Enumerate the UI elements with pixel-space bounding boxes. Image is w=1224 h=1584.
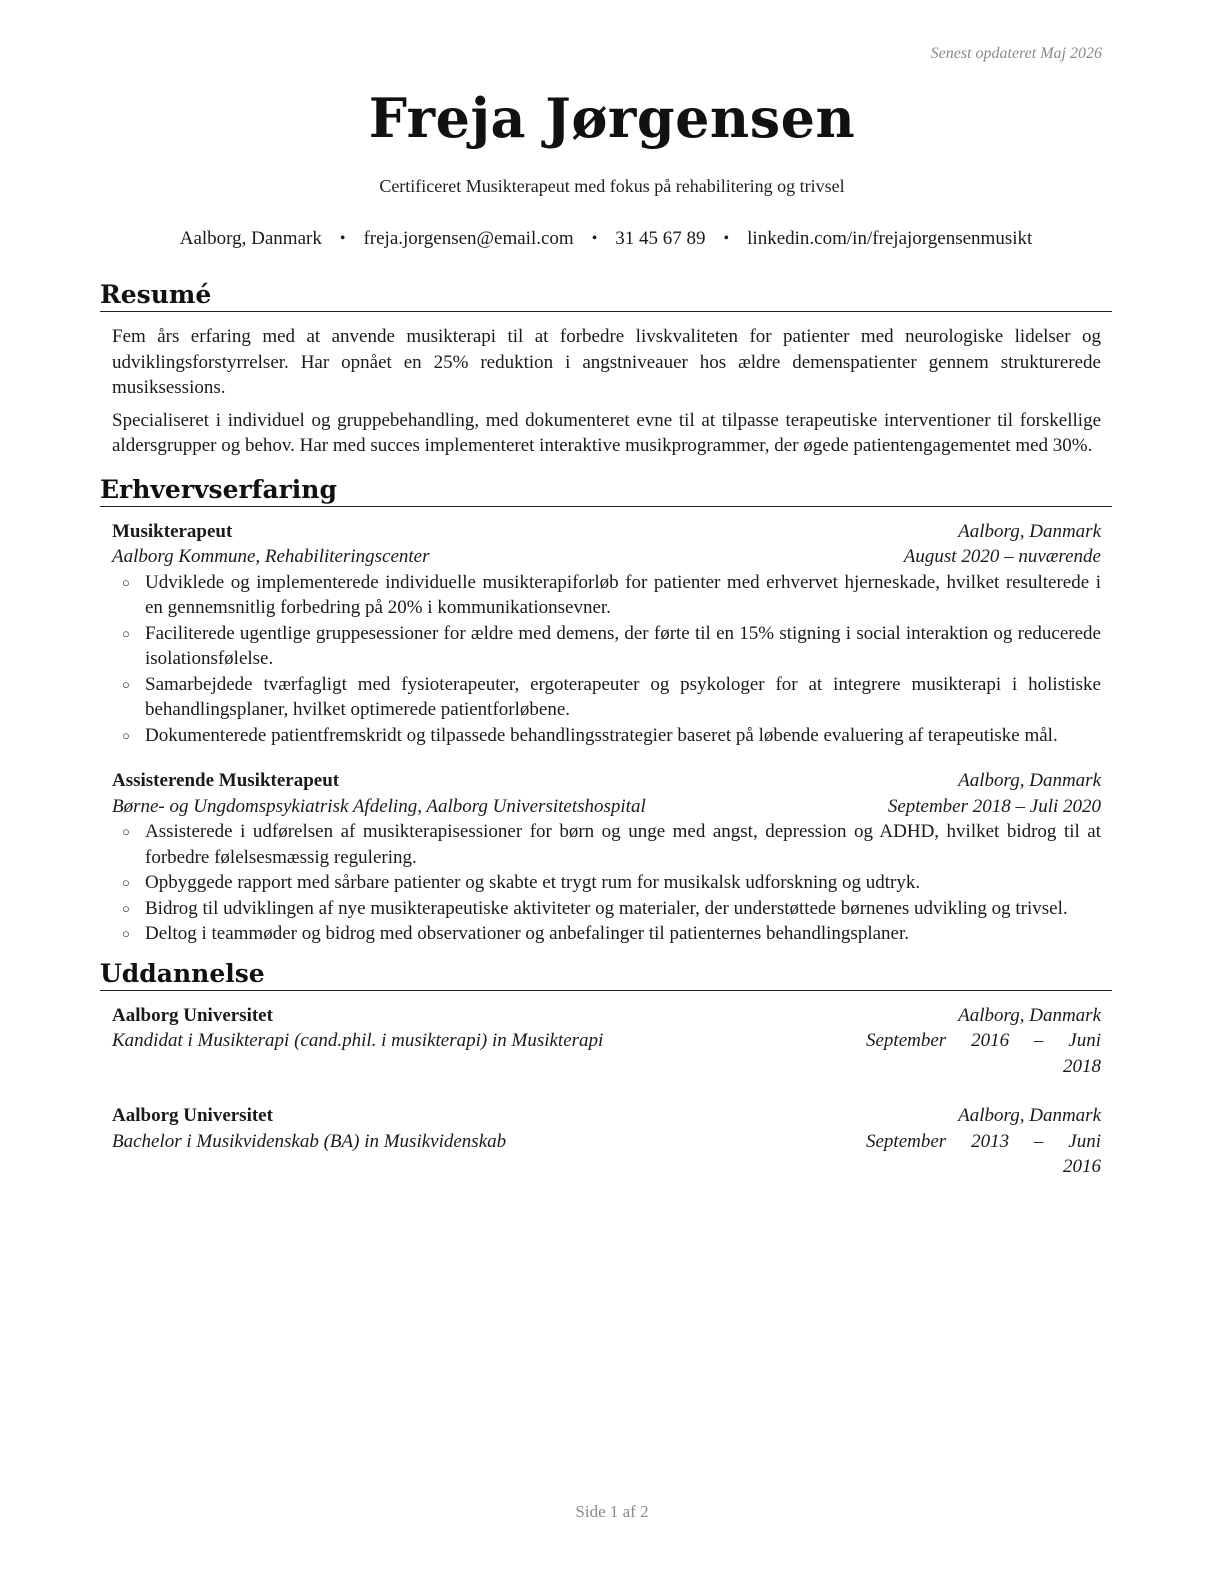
education-entry — [112, 1003, 1101, 1080]
last-updated: Senest opdateret Maj 2026 — [930, 45, 1102, 62]
job-organization: Børne- og Ungdomspsykiatrisk Afdeling, Aalborg Universitetshospital — [112, 795, 646, 817]
date-part: Juni — [1068, 1030, 1101, 1051]
list-item-text: Bidrog til udviklingen af nye musikterapeutiske aktiviteter og materialer, der understøttede børnenes udvikling og trivsel. — [145, 897, 1068, 919]
candidate-name: Freja Jørgensen — [368, 86, 856, 150]
summary-paragraph: Specialiseret i individuel og gruppebehandling, med dokumenteret evne til at tilpasse terapeutiske interventioner til forskellige aldersgrupper og behov. Har med succes implementeret interaktive musikprogrammer, der øgede patientengagementet med 30%. — [112, 409, 1101, 456]
circle-bullet-icon: ○ — [122, 625, 130, 641]
section-title-summary: Resumé — [100, 280, 1112, 312]
date-part: 2016 — [971, 1030, 1010, 1051]
experience-entry — [112, 519, 1101, 749]
list-item-text: Deltog i teammøder og bidrog med observationer og anbefalinger til patienternes behandlingsplaner. — [145, 923, 909, 944]
separator-dot: • — [723, 230, 730, 247]
list-item-text: Assisterede i udførelsen af musikterapisessioner for børn og unge med angst, depression og ADHD, hvilket bidrog til at forbedre følelsesmæssig regulering. — [145, 821, 1101, 868]
school-location: Aalborg, Danmark — [958, 1004, 1101, 1026]
date-part: 2018 — [1063, 1055, 1101, 1077]
degree: Kandidat i Musikterapi (cand.phil. i musikterapi) in Musikterapi — [112, 1030, 604, 1051]
contact-bar — [100, 228, 1112, 250]
date-part: September — [866, 1130, 947, 1152]
date-part: – — [1033, 1130, 1044, 1152]
job-location: Aalborg, Danmark — [958, 520, 1101, 542]
list-item — [112, 621, 1101, 672]
list-item — [112, 896, 1101, 922]
contact-location: Aalborg, Danmark — [179, 228, 322, 249]
circle-bullet-icon: ○ — [122, 824, 130, 839]
list-item — [112, 672, 1101, 723]
job-bullets — [112, 570, 1101, 749]
job-title: Assisterende Musikterapeut — [112, 770, 340, 791]
summary-paragraph: Fem års erfaring med at anvende musikterapi til at forbedre livskvaliteten for patienter med neurologiske lidelser og udviklingsforstyrrelser. Har opnået en 25% reduktion i angstniveauer hos ældre demenspatienter gennem strukturerede musiksessions. — [112, 326, 1101, 398]
degree: Bachelor i Musikvidenskab (BA) in Musikvidenskab — [112, 1130, 507, 1152]
circle-bullet-icon: ○ — [122, 875, 130, 890]
section-title-experience: Erhvervserfaring — [100, 475, 1112, 507]
list-item-text: Samarbejdede tværfagligt med fysioterapeuter, ergoterapeuter og psykologer for at integrere musikterapi i holistiske behandlingsplaner, hvilket optimerede patientforløbene. — [145, 673, 1101, 720]
job-organization: Aalborg Kommune, Rehabiliteringscenter — [112, 546, 430, 567]
list-item-text: Opbyggede rapport med sårbare patienter og skabte et trygt rum for musikalsk udforskning og udtryk. — [145, 872, 921, 893]
job-location: Aalborg, Danmark — [958, 770, 1101, 791]
date-part: 2016 — [1063, 1156, 1101, 1177]
list-item — [112, 870, 1101, 896]
job-dates: September 2018 – Juli 2020 — [887, 795, 1101, 817]
education-section — [100, 1003, 1112, 1180]
contact-linkedin-link[interactable]: linkedin.com/in/frejajorgensenmusikt — [747, 228, 1033, 249]
date-part: Juni — [1068, 1130, 1101, 1152]
date-part: – — [1033, 1030, 1044, 1051]
circle-bullet-icon: ○ — [122, 676, 130, 692]
school-name: Aalborg Universitet — [112, 1105, 273, 1126]
school-name: Aalborg Universitet — [112, 1004, 273, 1026]
job-dates: August 2020 – nuværende — [903, 546, 1101, 567]
circle-bullet-icon: ○ — [122, 926, 130, 941]
list-item-text: Faciliterede ugentlige gruppesessioner for ældre med demens, der førte til en 15% stigning i social interaktion og reducerede isolationsfølelse. — [145, 622, 1101, 669]
tagline: Certificeret Musikterapeut med fokus på rehabilitering og trivsel — [379, 176, 845, 196]
education-dates — [866, 1028, 1101, 1079]
contact-phone: 31 45 67 89 — [615, 228, 706, 249]
list-item — [112, 819, 1101, 870]
list-item-text: Udviklede og implementerede individuelle musikterapiforløb for patienter med erhvervet hjerneskade, hvilket resulterede i en gennemsnitlig forbedring på 20% i kommunikationsevner. — [145, 571, 1101, 618]
separator-dot: • — [591, 230, 598, 247]
circle-bullet-icon: ○ — [122, 900, 130, 916]
date-part: September — [866, 1030, 947, 1051]
circle-bullet-icon: ○ — [122, 574, 130, 590]
date-part: 2013 — [971, 1130, 1010, 1152]
list-item-text: Dokumenterede patientfremskridt og tilpassede behandlingsstrategier baseret på løbende evaluering af terapeutiske mål. — [145, 724, 1058, 746]
section-title-education: Uddannelse — [100, 959, 1112, 991]
summary-section — [100, 324, 1112, 459]
list-item — [112, 921, 1101, 947]
experience-entry — [112, 768, 1101, 947]
school-location: Aalborg, Danmark — [958, 1105, 1101, 1126]
education-entry — [112, 1103, 1101, 1180]
separator-dot: • — [339, 230, 346, 247]
resume-content — [100, 280, 1112, 1200]
education-dates — [866, 1129, 1101, 1180]
page-number: Side 1 af 2 — [575, 1502, 649, 1521]
job-title: Musikterapeut — [112, 520, 233, 542]
circle-bullet-icon: ○ — [122, 727, 130, 743]
contact-email-link[interactable]: freja.jorgensen@email.com — [363, 228, 574, 249]
job-bullets — [112, 819, 1101, 947]
list-item — [112, 570, 1101, 621]
experience-section — [100, 519, 1112, 947]
list-item — [112, 723, 1101, 749]
